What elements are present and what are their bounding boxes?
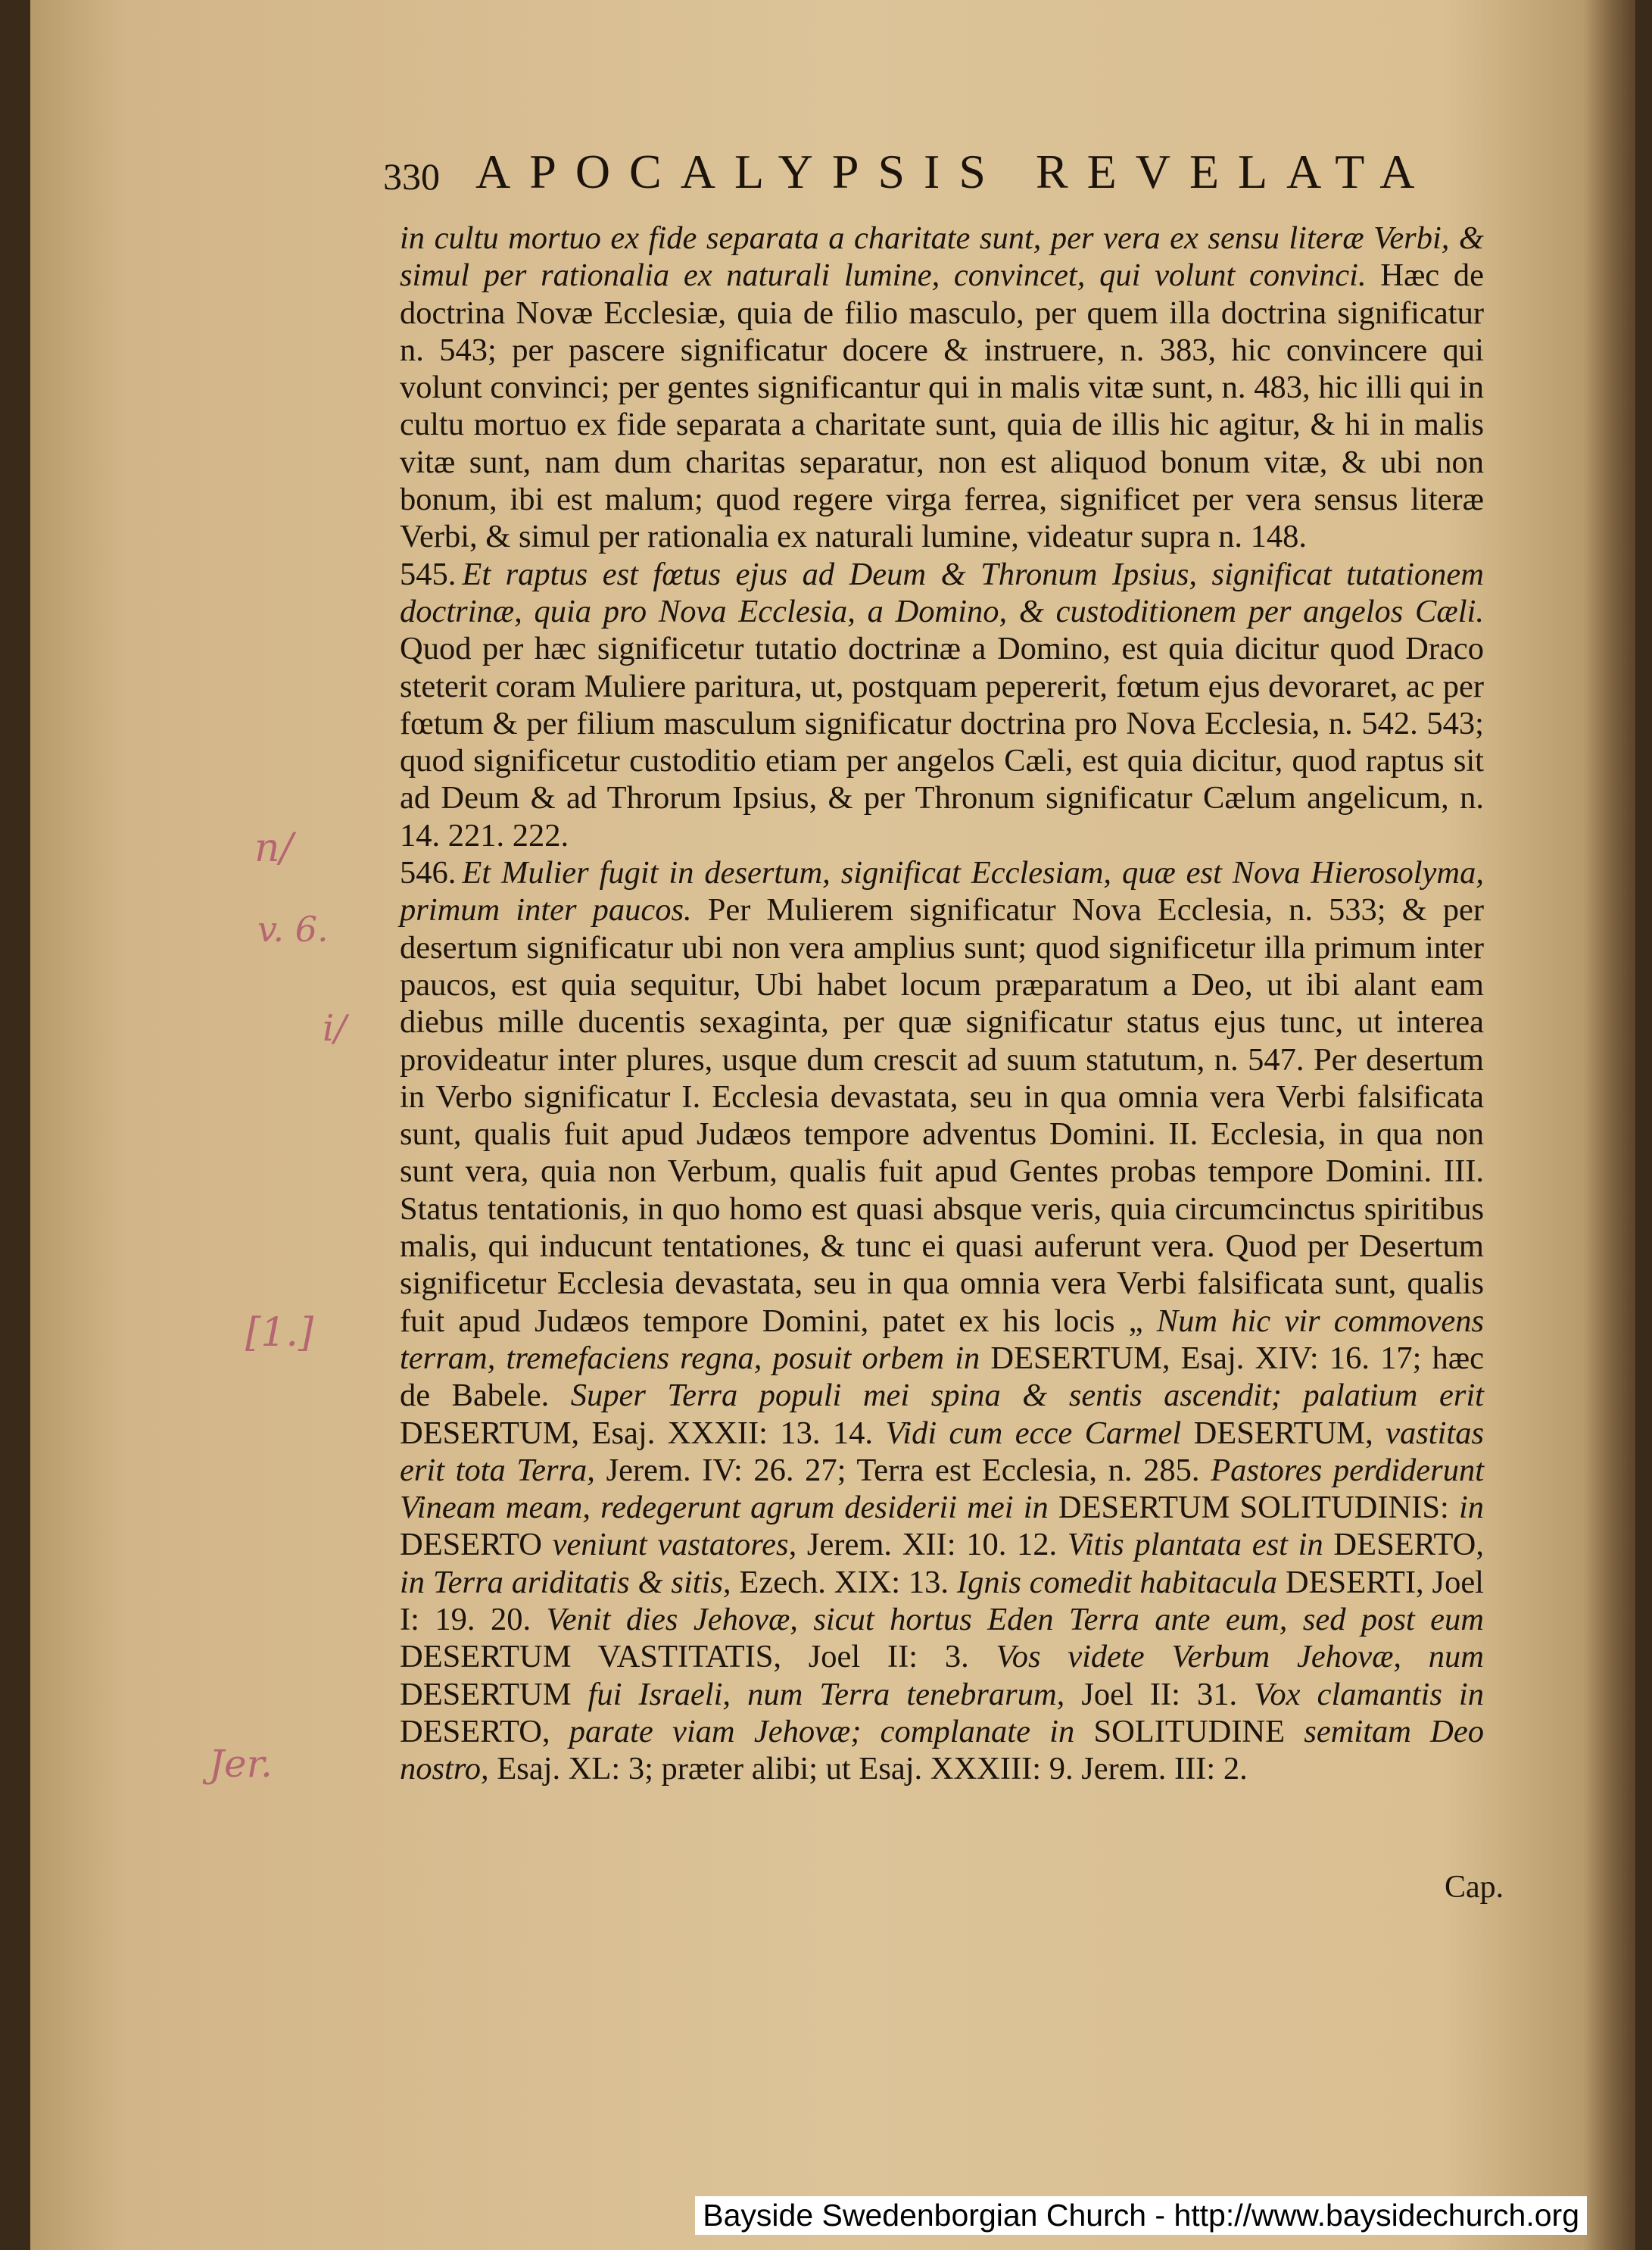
italic-text-run: Super Terra populi mei spina & sentis ascendit; palatium erit bbox=[570, 1378, 1484, 1414]
page-spine-shadow bbox=[1582, 0, 1635, 2250]
text-run: Joel II: 31. bbox=[1081, 1676, 1255, 1712]
italic-text-run: Et Mulier fugit in desertum, significat Ecclesiam, quæ est Nova Hierosolyma, primum inter paucos. bbox=[400, 855, 1484, 928]
text-run: SOLITUDINE bbox=[1093, 1713, 1304, 1749]
italic-text-run: in bbox=[1458, 1490, 1484, 1526]
italic-text-run: Ignis comedit habitacula bbox=[956, 1564, 1286, 1600]
italic-text-run: Vos videte Verbum Jehovæ, num bbox=[996, 1639, 1484, 1675]
text-run: DESERTUM VASTITATIS, Joel II: 3. bbox=[400, 1639, 996, 1675]
italic-text-run: Vidi cum ecce Carmel bbox=[885, 1415, 1194, 1451]
text-run: DESERTO, bbox=[1333, 1527, 1484, 1563]
italic-text-run: Venit dies Jehovæ, sicut hortus Eden Terra ante eum, sed post eum bbox=[546, 1601, 1484, 1637]
watermark-text: Bayside Swedenborgian Church - http://www.baysidechurch.org bbox=[695, 2196, 1587, 2235]
page-number: 330 bbox=[383, 155, 440, 198]
book-page bbox=[30, 0, 1635, 2250]
italic-text-run: Vox clamantis in bbox=[1254, 1676, 1484, 1712]
text-run: DESERTUM, Esaj. XXXII: 13. 14. bbox=[400, 1415, 886, 1451]
text-run: Ezech. XIX: 13. bbox=[739, 1564, 957, 1600]
text-run: Esaj. XL: 3; præter alibi; ut Esaj. XXXIII: 9. Jerem. III: 2. bbox=[497, 1751, 1248, 1787]
italic-text-run: Pastores perdiderunt Vineam meam, redegerunt agrum desiderii mei in bbox=[400, 1452, 1484, 1526]
text-run: DESERTO, bbox=[400, 1713, 569, 1749]
margin-note: i/ bbox=[323, 1007, 347, 1050]
text-run: DESERTI, Joel I: 19. 20. bbox=[400, 1564, 1484, 1637]
margin-note: n/ bbox=[254, 825, 294, 871]
paragraph-545 bbox=[400, 556, 1484, 854]
running-title: APOCALYPSIS REVELATA bbox=[475, 145, 1434, 198]
italic-text-run: vastitas erit tota Terra, bbox=[400, 1415, 1484, 1488]
paragraph-number: 545. bbox=[400, 556, 457, 592]
paragraph-number: 546. bbox=[400, 855, 457, 891]
italic-text-run: parate viam Jehovæ; complanate in bbox=[569, 1713, 1094, 1749]
text-run: DESERTO bbox=[400, 1527, 553, 1563]
text-run: Per Mulierem significatur Nova Ecclesia, n. 533; & per desertum significatur ubi non vera amplius sunt; quod significetur illa primum inter paucos, est quia sequitur, Ubi habet locum præparatum a Deo, ut ibi alant eam diebus mille ducentis sexaginta, per quæ significatur status ejus tunc, ut interea provideatur inter plures, usque dum crescit ad suum statutum, n. 547. Per desertum in Verbo significatur I. Ecclesia devastata, seu in qua omnia vera Verbi falsificata sunt, qualis fuit apud Judæos tempore adventus Domini. II. Ecclesia, in qua non sunt vera, quia non Verbum, qualis fuit apud Gentes probas tempore Domini. III. Status tentationis, in quo homo est quasi absque veris, quia circumcinctus spiritibus malis, qui inducunt tentationes, & tunc ei quasi auferunt vera. Quod per Desertum significetur Ecclesia devastata, seu in qua omnia vera Verbi falsificata sunt, qualis fuit apud Judæos tempore Domini, patet ex his locis „ bbox=[400, 892, 1484, 1339]
italic-text-run: veniunt vastatores, bbox=[552, 1527, 807, 1563]
text-run: DESERTUM, Esaj. XIV: 16. 17; hæc de Babele. bbox=[400, 1340, 1484, 1414]
text-run: Jerem. XII: 10. 12. bbox=[806, 1527, 1068, 1563]
margin-note: Jer. bbox=[209, 1742, 273, 1786]
text-run: Quod per hæc significetur tutatio doctrinæ a Domino, est quia dicitur quod Draco steterit coram Muliere paritura, ut, postquam pepererit, fœtum ejus devoraret, ac per fœtum & per filium masculum significatur doctrina pro Nova Ecclesia, n. 542. 543; quod significetur custoditio etiam per angelos Cæli, est quia dicitur, quod raptus sit ad Deum & ad Throrum Ipsius, & per Thronum significatur Cælum angelicum, n. 14. 221. 222. bbox=[400, 631, 1484, 854]
italic-text-run: Vitis plantata est in bbox=[1067, 1527, 1334, 1563]
margin-note: [1.] bbox=[245, 1310, 314, 1356]
text-run: Hæc de doctrina Novæ Ecclesiæ, quia de filio masculo, per quem illa doctrina significatur n. 543; per pascere significatur docere & instruere, n. 383, hic convincere qui volunt convinci; per gentes significantur qui in malis vitæ sunt, n. 483, hic illi qui in cultu mortuo ex fide separata a charitate sunt, quia de illis hic agitur, & hi in malis vitæ sunt, nam dum charitas separatur, non est aliquod bonum vitæ, & ubi non bonum, ibi est malum; quod regere virga ferrea, significet per vera sensus literæ Verbi, & simul per rationalia ex naturali lumine, videatur supra n. 148. bbox=[400, 257, 1484, 555]
text-run: DESERTUM bbox=[400, 1676, 588, 1712]
italic-text-run: Et raptus est fœtus ejus ad Deum & Thronum Ipsius, significat tutationem doctrinæ, quia pro Nova Ecclesia, a Domino, & custoditionem per angelos Cæli. bbox=[400, 556, 1484, 629]
italic-text-run: in Terra ariditatis & sitis, bbox=[400, 1564, 740, 1600]
page-header bbox=[347, 144, 1482, 204]
margin-note: v. 6. bbox=[257, 909, 329, 950]
italic-text-run: semitam Deo nostro, bbox=[400, 1713, 1484, 1787]
catchword: Cap. bbox=[1445, 1870, 1504, 1905]
paragraph bbox=[400, 220, 1484, 556]
text-body bbox=[400, 220, 1484, 1787]
italic-text-run: Num hic vir commovens terram, tremefaciens regna, posuit orbem in bbox=[400, 1303, 1485, 1376]
text-run: DESERTUM SOLITUDINIS: bbox=[1058, 1490, 1459, 1526]
text-run: DESERTUM, bbox=[1193, 1415, 1386, 1451]
italic-text-run: in cultu mortuo ex fide separata a charitate sunt, per vera ex sensu literæ Verbi, & simul per rationalia ex naturali lumine, convincet, qui volunt convinci. bbox=[400, 220, 1484, 294]
watermark-bar bbox=[0, 2193, 1652, 2250]
paragraph-546 bbox=[400, 854, 1484, 1787]
text-run: Jerem. IV: 26. 27; Terra est Ecclesia, n. 285. bbox=[606, 1452, 1211, 1488]
italic-text-run: fui Israeli, num Terra tenebrarum, bbox=[588, 1676, 1082, 1712]
